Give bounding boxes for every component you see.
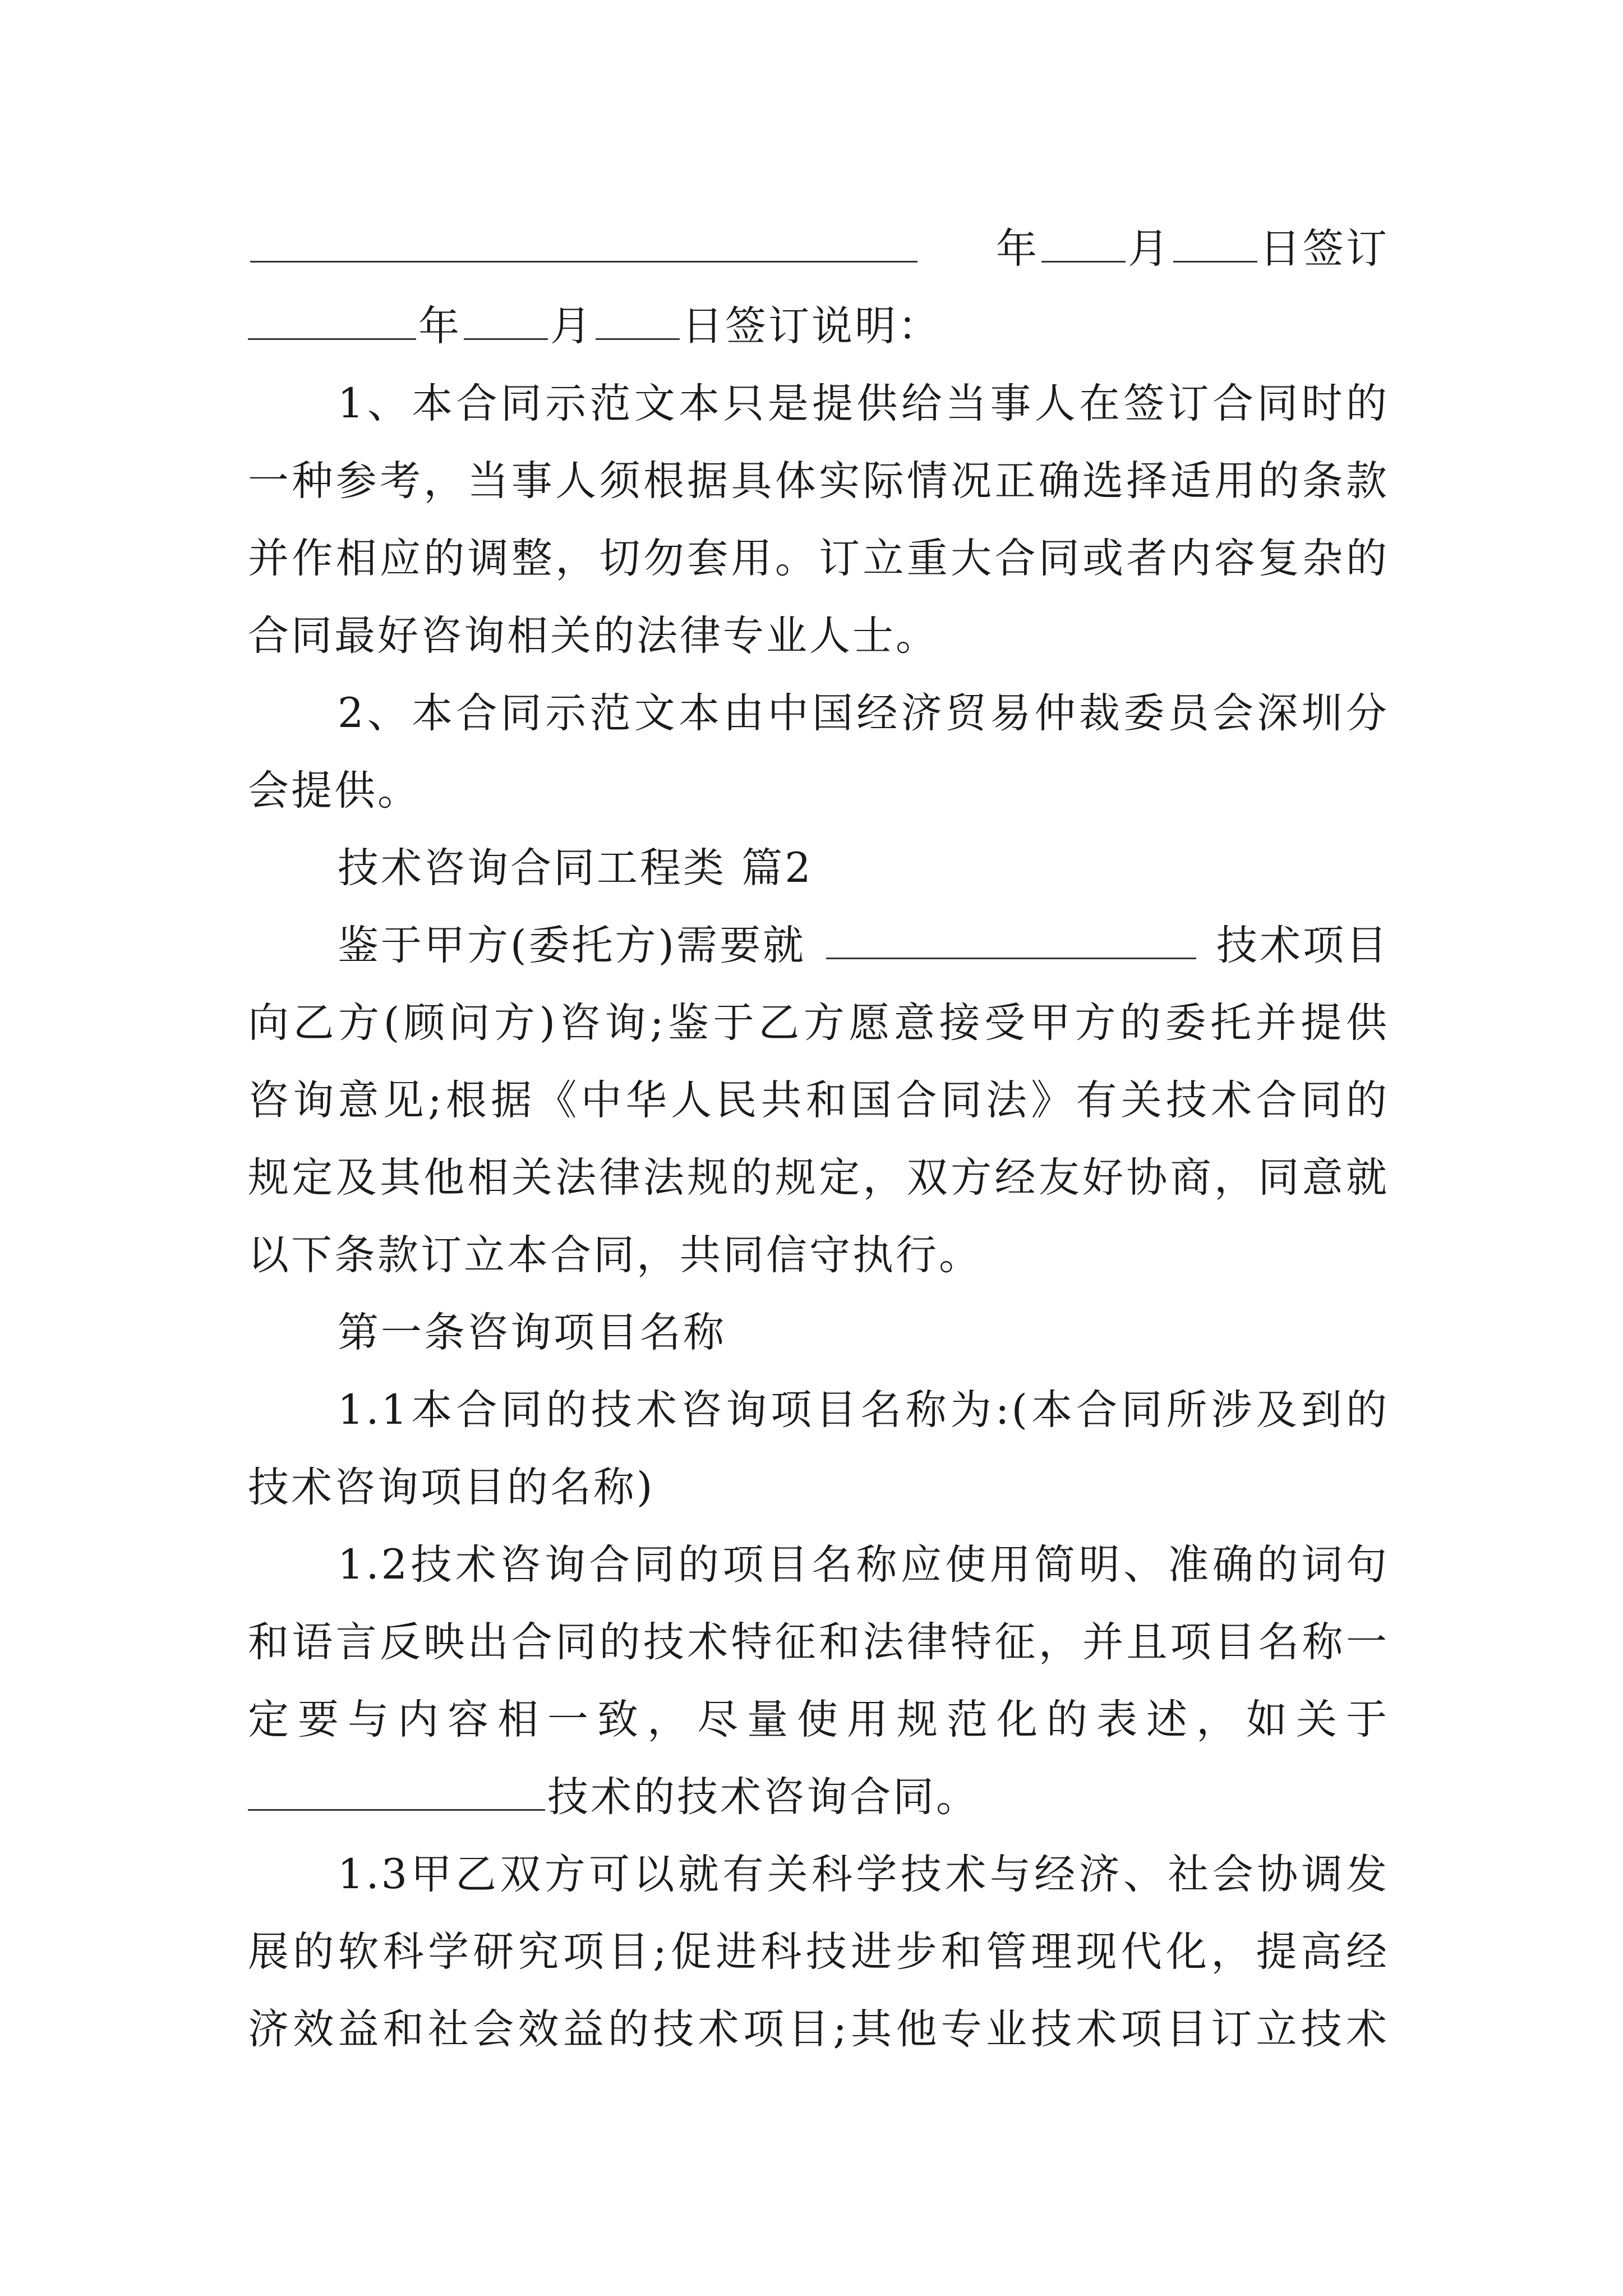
preamble-line-1 xyxy=(248,907,1389,984)
preamble-line-4: 规定及其他相关法律法规的规定，双方经友好协商，同意就 xyxy=(248,1154,1389,1202)
day-blank-2 xyxy=(596,301,680,340)
signature-date-row-1 xyxy=(248,210,1389,288)
signature-date-row-2 xyxy=(248,288,1389,365)
preamble-line-3: 咨询意见;根据《中华人民共和国合同法》有关技术合同的 xyxy=(248,1076,1389,1124)
section-heading: 技术咨询合同工程类 篇2 xyxy=(338,844,813,892)
article-1-title: 第一条咨询项目名称 xyxy=(338,1309,726,1356)
day-sign-label: 日签订 xyxy=(1260,225,1389,273)
article-1-1-line-1: 1.1本合同的技术咨询项目名称为:(本合同所涉及到的 xyxy=(338,1386,1389,1434)
note-2-line-2: 会提供。 xyxy=(248,767,421,815)
month-blank-2 xyxy=(464,301,548,340)
year-blank xyxy=(1041,224,1126,263)
article-1-2-line-4 xyxy=(248,1759,1389,1836)
note-1-line-4: 合同最好咨询相关的法律专业人士。 xyxy=(248,612,939,660)
article-1-2-line-1: 1.2技术咨询合同的项目名称应使用简明、准确的词句 xyxy=(338,1541,1389,1589)
preamble-text-after: 技术项目 xyxy=(1216,922,1389,969)
article-1-3-line-1: 1.3甲乙双方可以就有关科学技术与经济、社会协调发 xyxy=(338,1851,1389,1898)
note-2-line-1: 2、本合同示范文本由中国经济贸易仲裁委员会深圳分 xyxy=(338,689,1389,737)
article-1-3-line-2: 展的软科学研究项目;促进科技进步和管理现代化，提高经 xyxy=(248,1928,1389,1976)
article-1-2-line-4-text: 技术的技术咨询合同。 xyxy=(547,1773,979,1821)
preamble-text-before: 鉴于甲方(委托方)需要就 xyxy=(338,922,806,969)
year-label: 年 xyxy=(996,225,1039,273)
month-label-2: 月 xyxy=(550,302,593,350)
note-1-line-2: 一种参考，当事人须根据具体实际情况正确选择适用的条款 xyxy=(248,457,1389,505)
article-1-2-line-2: 和语言反映出合同的技术特征和法律特征，并且项目名称一 xyxy=(248,1618,1389,1666)
note-1-line-1: 1、本合同示范文本只是提供给当事人在签订合同时的 xyxy=(338,380,1389,427)
year-label-2: 年 xyxy=(418,302,462,350)
article-1-1-line-2: 技术咨询项目的名称) xyxy=(248,1464,655,1511)
article-1-2-line-3: 定要与内容相一致，尽量使用规范化的表述，如关于 xyxy=(248,1696,1389,1743)
technology-name-blank xyxy=(248,1772,545,1811)
month-blank xyxy=(1173,224,1257,263)
preamble-line-2: 向乙方(顾问方)咨询;鉴于乙方愿意接受甲方的委托并提供 xyxy=(248,999,1389,1047)
note-1-line-3: 并作相应的调整，切勿套用。订立重大合同或者内容复杂的 xyxy=(248,535,1389,582)
project-name-blank xyxy=(826,921,1196,959)
article-1-3-line-3: 济效益和社会效益的技术项目;其他专业技术项目订立技术 xyxy=(248,2005,1389,2053)
year-blank-2 xyxy=(248,301,416,340)
signature-blank xyxy=(250,224,917,263)
preamble-line-5: 以下条款订立本合同，共同信守执行。 xyxy=(248,1231,982,1279)
month-label: 月 xyxy=(1128,225,1171,273)
notes-heading: 日签订说明： xyxy=(682,302,941,350)
document-body xyxy=(248,210,1389,2068)
